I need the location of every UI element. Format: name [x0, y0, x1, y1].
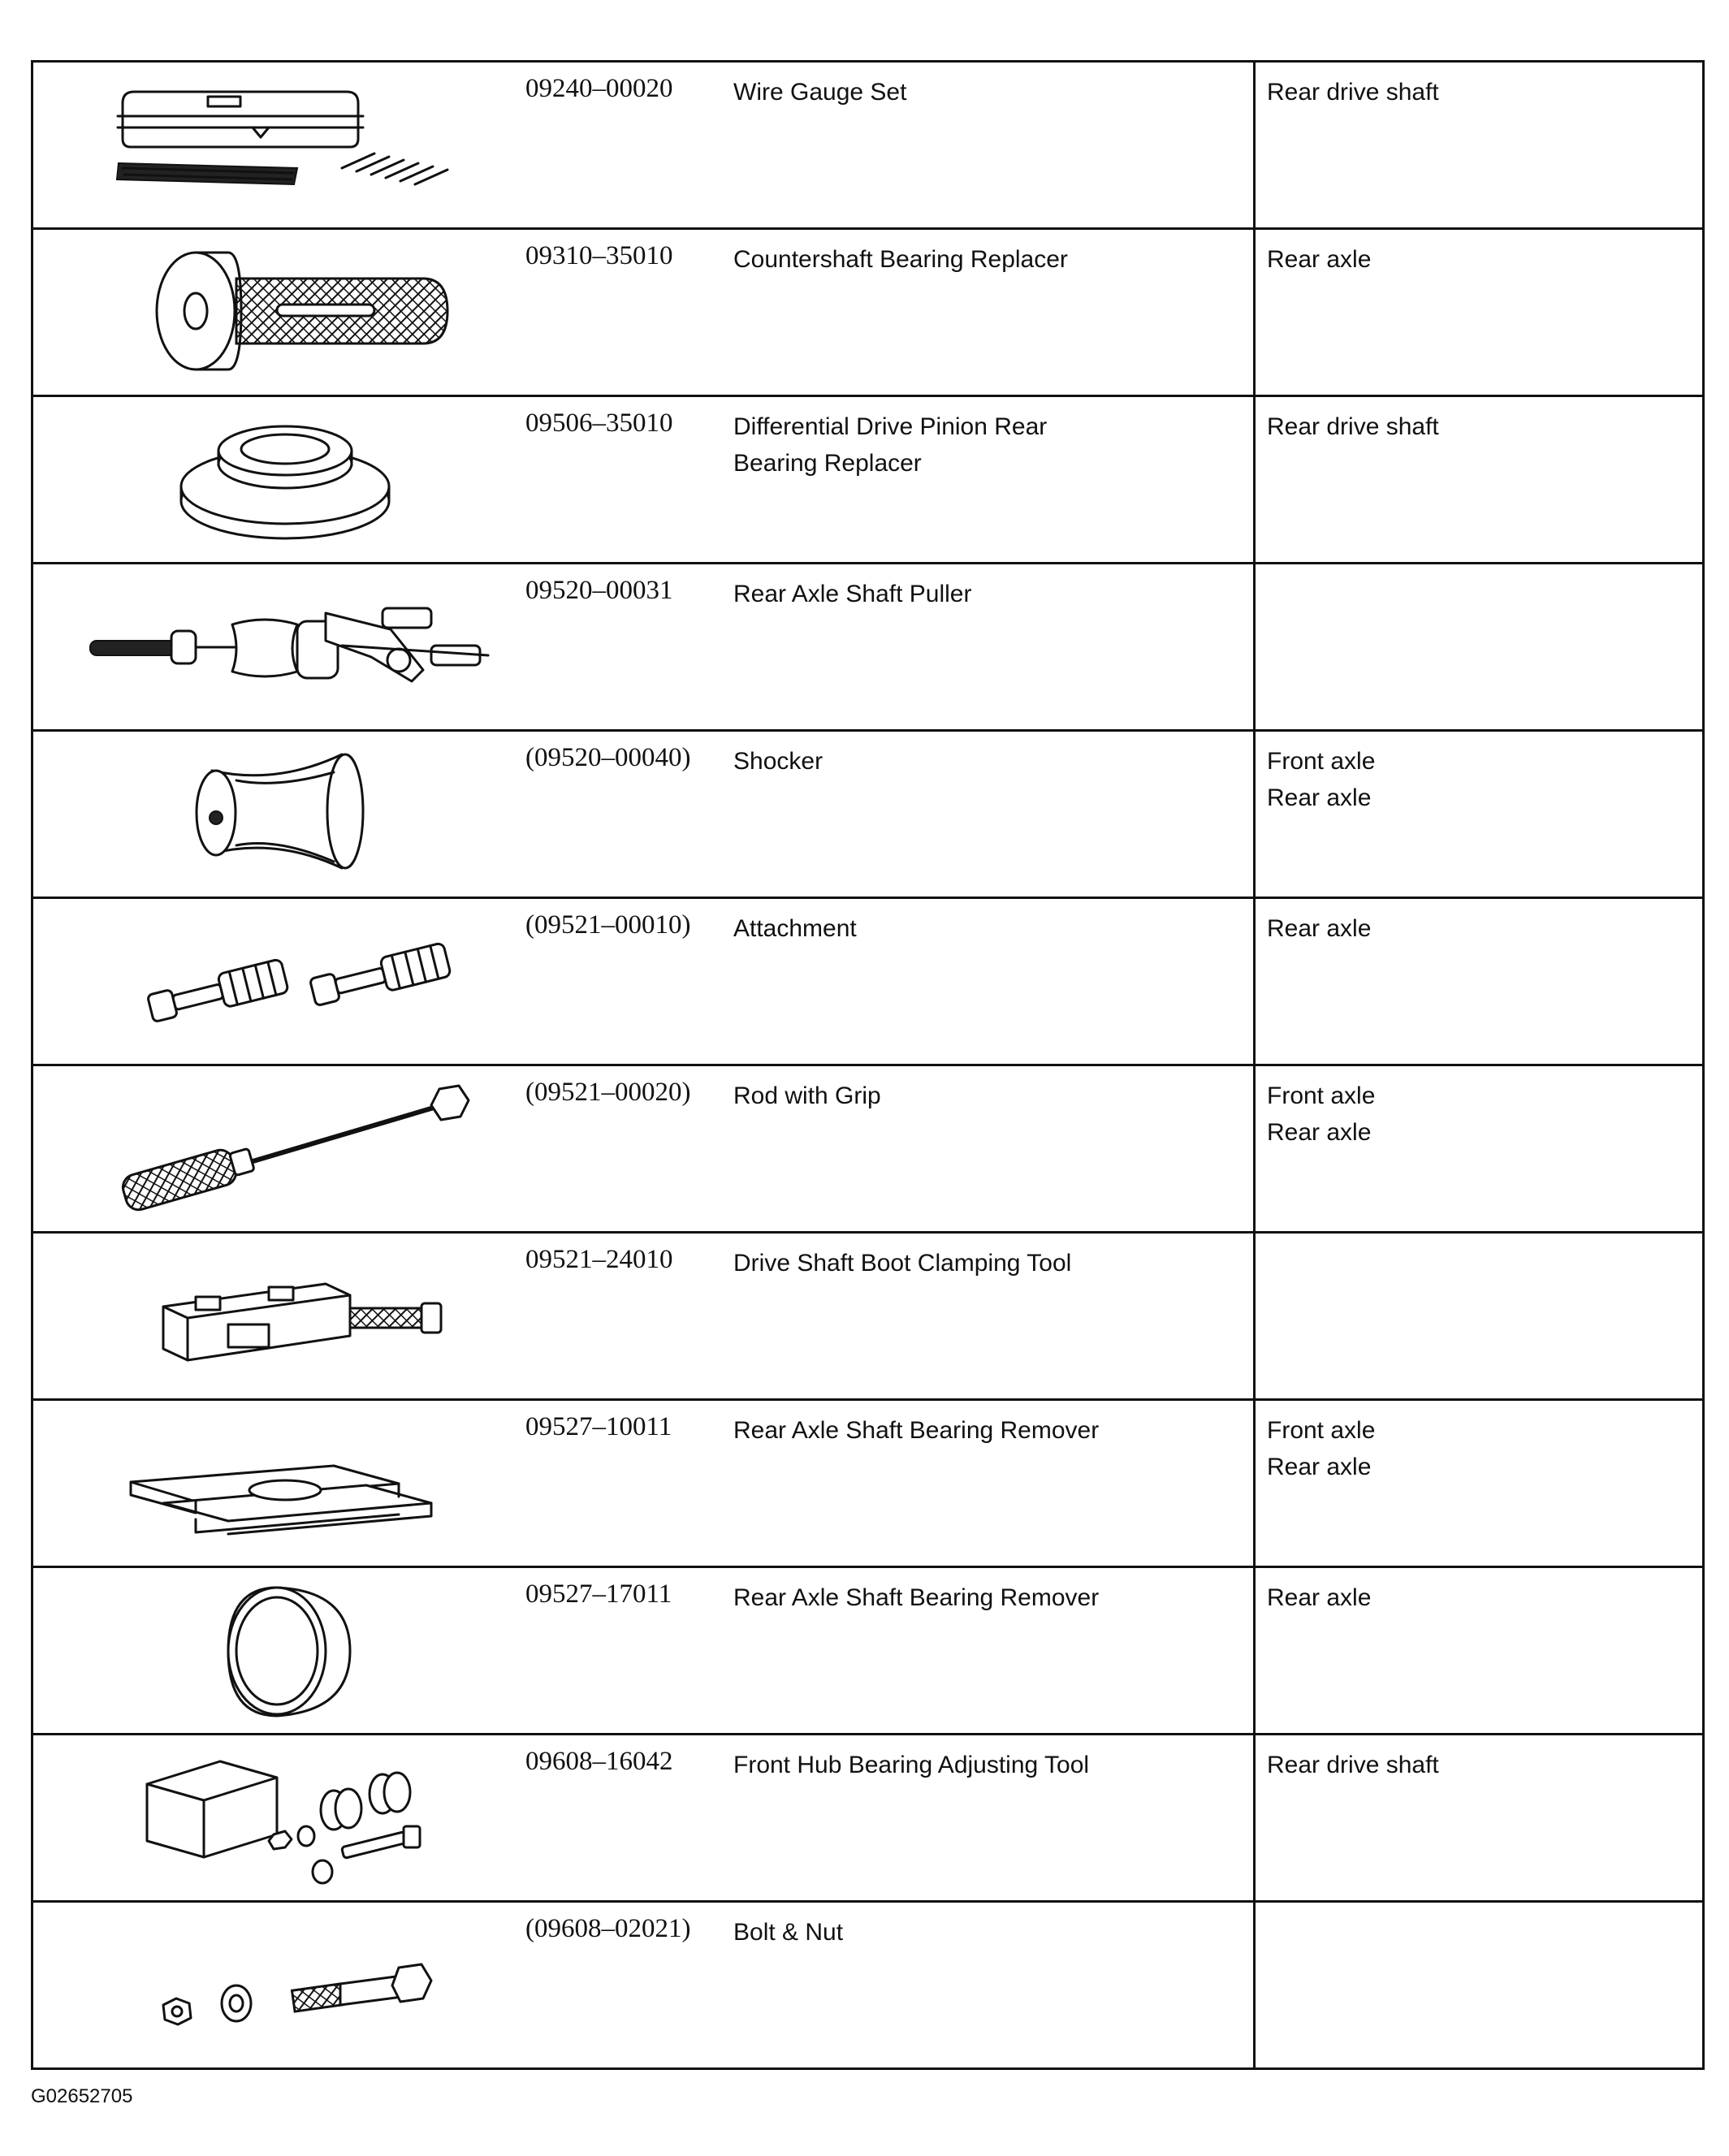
hub-bearing-adjusting-tool-icon: [33, 1735, 521, 1898]
tool-name: [733, 1234, 1256, 1398]
axle-shaft-puller-icon: [33, 564, 521, 727]
table-row: [33, 230, 1702, 397]
table-row: [33, 1234, 1702, 1401]
bearing-replacer-icon: [33, 230, 521, 392]
part-number: 09527–17011: [525, 1579, 672, 1609]
tool-illustration-cell: [33, 564, 521, 729]
tool-name-line: Rear Axle Shaft Puller: [733, 581, 972, 607]
part-number: 09521–24010: [525, 1245, 673, 1274]
part-number: 09310–35010: [525, 241, 673, 270]
usage: [1256, 1401, 1702, 1566]
special-service-tools-table: [31, 60, 1705, 2070]
part-number: 09608–16042: [525, 1747, 673, 1776]
usage: [1256, 732, 1702, 897]
part-number: (09521–00010): [525, 910, 691, 940]
usage-line: Rear axle: [1267, 1584, 1372, 1611]
tool-illustration-cell: [33, 63, 521, 227]
tool-illustration-cell: [33, 397, 521, 562]
tool-name-line: Wire Gauge Set: [733, 79, 907, 106]
bolt-and-nut-icon: [33, 1903, 521, 2065]
tool-name: [733, 1401, 1256, 1566]
tool-name-line: Rear Axle Shaft Bearing Remover: [733, 1584, 1100, 1611]
tool-illustration-cell: [33, 1568, 521, 1733]
tool-illustration-cell: [33, 1234, 521, 1398]
usage: [1256, 1568, 1702, 1733]
tool-name-line: Bearing Replacer: [733, 450, 922, 477]
tool-name: [733, 564, 1256, 729]
usage-line: Front axle: [1267, 1417, 1376, 1444]
rod-with-grip-icon: [33, 1066, 521, 1229]
tool-name: [733, 230, 1256, 395]
usage-line: Rear axle: [1267, 1454, 1372, 1480]
tool-name-line: Bolt & Nut: [733, 1919, 844, 1946]
table-row: [33, 1066, 1702, 1234]
tool-illustration-cell: [33, 1903, 521, 2067]
tool-name: [733, 732, 1256, 897]
tool-name: [733, 1568, 1256, 1733]
usage-line: Front axle: [1267, 748, 1376, 775]
usage: [1256, 397, 1702, 562]
table-row: [33, 732, 1702, 899]
usage-line: Front axle: [1267, 1082, 1376, 1109]
tool-illustration-cell: [33, 899, 521, 1064]
usage: [1256, 1735, 1702, 1900]
usage: [1256, 1066, 1702, 1231]
tool-name-line: Rod with Grip: [733, 1082, 881, 1109]
usage: [1256, 230, 1702, 395]
attachment-icon: [33, 899, 521, 1061]
tool-name: [733, 1066, 1256, 1231]
tool-name-line: Differential Drive Pinion Rear: [733, 413, 1048, 440]
tool-name-line: Front Hub Bearing Adjusting Tool: [733, 1752, 1090, 1778]
table-row: [33, 1401, 1702, 1568]
bearing-remover-cup-icon: [33, 1568, 521, 1730]
usage: [1256, 899, 1702, 1064]
table-row: [33, 1903, 1702, 2067]
part-number: 09520–00031: [525, 576, 673, 605]
tool-name: [733, 899, 1256, 1064]
usage: [1256, 1234, 1702, 1398]
usage-line: Rear drive shaft: [1267, 1752, 1439, 1778]
usage-line: Rear axle: [1267, 784, 1372, 811]
boot-clamping-tool-icon: [33, 1234, 521, 1396]
usage-line: Rear axle: [1267, 1119, 1372, 1146]
part-number: 09240–00020: [525, 74, 673, 103]
usage-line: Rear drive shaft: [1267, 79, 1439, 106]
tool-name: [733, 1903, 1256, 2067]
part-number: (09608–02021): [525, 1914, 691, 1943]
wire-gauge-set-icon: [33, 63, 521, 225]
tool-illustration-cell: [33, 1401, 521, 1566]
table-row: [33, 397, 1702, 564]
shocker-icon: [33, 732, 521, 894]
part-number: (09520–00040): [525, 743, 691, 772]
usage-line: Rear drive shaft: [1267, 413, 1439, 440]
tool-name: [733, 397, 1256, 562]
table-row: [33, 564, 1702, 732]
tool-illustration-cell: [33, 732, 521, 897]
usage: [1256, 564, 1702, 729]
tool-illustration-cell: [33, 1066, 521, 1231]
tool-name-line: Countershaft Bearing Replacer: [733, 246, 1068, 273]
usage: [1256, 1903, 1702, 2067]
part-number: 09527–10011: [525, 1412, 672, 1441]
pinion-bearing-replacer-icon: [33, 397, 521, 560]
tool-illustration-cell: [33, 230, 521, 395]
usage: [1256, 63, 1702, 227]
figure-reference: G02652705: [31, 2085, 133, 2107]
tool-name-line: Rear Axle Shaft Bearing Remover: [733, 1417, 1100, 1444]
table-row: [33, 1735, 1702, 1903]
usage-line: Rear axle: [1267, 915, 1372, 942]
part-number: 09506–35010: [525, 408, 673, 438]
tool-name-line: Attachment: [733, 915, 857, 942]
tool-name: [733, 1735, 1256, 1900]
tool-name: [733, 63, 1256, 227]
table-row: [33, 63, 1702, 230]
table-row: [33, 1568, 1702, 1735]
tool-name-line: Drive Shaft Boot Clamping Tool: [733, 1250, 1072, 1277]
tool-name-line: Shocker: [733, 748, 823, 775]
tool-illustration-cell: [33, 1735, 521, 1900]
table-row: [33, 899, 1702, 1066]
bearing-remover-plates-icon: [33, 1401, 521, 1563]
usage-line: Rear axle: [1267, 246, 1372, 273]
part-number: (09521–00020): [525, 1078, 691, 1107]
